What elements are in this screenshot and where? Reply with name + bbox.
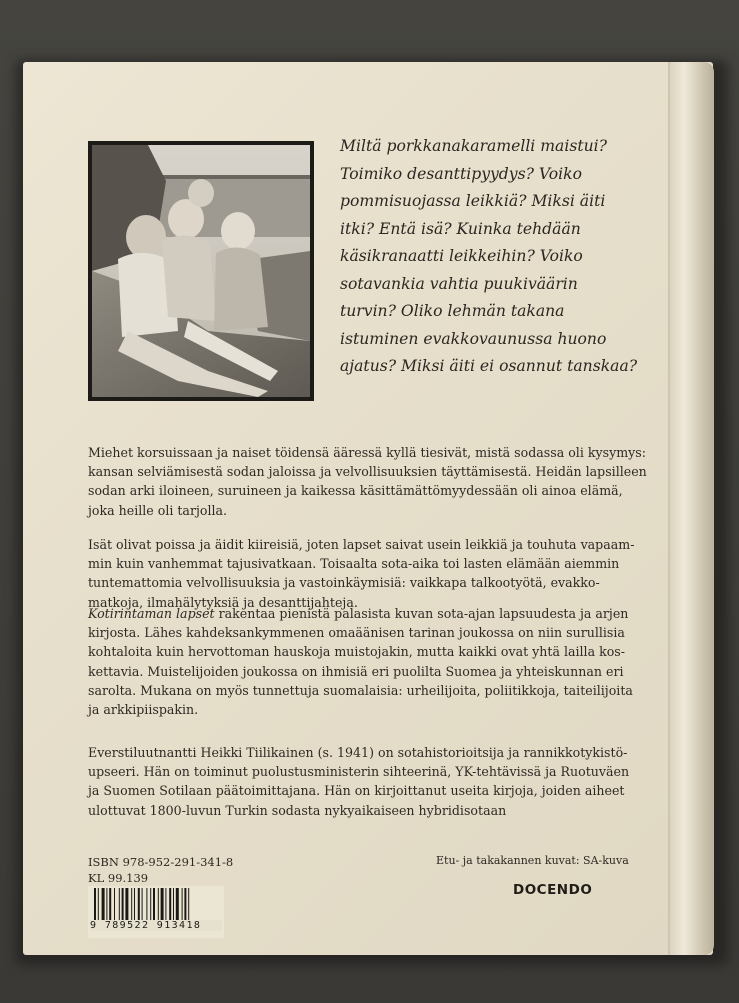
barcode-bar (158, 888, 159, 920)
text-line: min kuin vanhemmat tajusivatkaan. Toisaalta sota-aika toi lasten elämään aiemmin (88, 556, 620, 572)
barcode-bar (114, 888, 115, 920)
text-line: sarolta. Mukana on myös tunnettuja suomalaisia: urheilijoita, poliitikkoja, taiteilijoita (88, 682, 633, 698)
quote-line: ajatus? Miksi äiti ei osannut tanskaa? (340, 357, 638, 375)
quote-line: pommisuojassa leikkiä? Miksi äiti (340, 192, 606, 210)
text-line: Isät olivat poissa ja äidit kiireisiä, joten lapset saivat usein leikkiä ja touhuta vapaam- (88, 537, 635, 552)
quote-block (340, 133, 650, 381)
barcode-bar (138, 888, 140, 920)
quote-line: Toimiko desanttipyydys? Voiko (340, 164, 582, 183)
text-line: ja arkkipiispakin. (88, 702, 199, 718)
barcode-number: 9 789522 913418 (90, 920, 222, 931)
barcode-bar (122, 888, 124, 920)
text-line: matkoja, ilmahälytyksiä ja desanttijahteja. (88, 594, 358, 610)
barcode-bar (134, 888, 135, 920)
barcode-bar (98, 888, 99, 920)
barcode-bar (142, 888, 143, 920)
paragraph-children (88, 535, 648, 612)
quote-line: turvin? Oliko lehmän takana (340, 302, 565, 320)
text-line: joka heille oli tarjolla. (88, 502, 228, 518)
isbn: ISBN 978-952-291-341-8 (88, 855, 234, 869)
text-line: tuntemattomia velvollisuuksia ja vastoinkäymisiä: vaikkapa talkootyötä, evakko- (88, 575, 600, 591)
barcode-bar (176, 888, 179, 920)
barcode-bar (188, 888, 189, 920)
quote-line: sotavankia vahtia puukiväärin (340, 274, 578, 293)
barcode-bar (94, 888, 96, 920)
barcode-bar (119, 888, 120, 920)
barcode-bar (102, 888, 105, 920)
text-line: upseeri. Hän on toiminut puolustusministerin sihteerinä, YK-tehtävissä ja Ruotuväen (88, 764, 630, 780)
barcode-bar (182, 888, 183, 920)
text-line: Everstiluutnantti Heikki Tiilikainen (s. 1941) on sotahistorioitsija ja rannikkotykistö- (88, 745, 628, 760)
barcode-bar (125, 888, 128, 920)
text-line: kirjosta. Lähes kahdeksankymmenen omaäänisen tarinan joukossa on niin surullisia (88, 625, 625, 641)
barcode-bar (184, 888, 186, 920)
barcode-bar (169, 888, 171, 920)
spine-edge (668, 62, 670, 955)
text-line (88, 604, 648, 623)
quote-line: Miltä porkkanakaramelli maistui? (340, 137, 607, 155)
publisher-logo: DOCENDO (513, 882, 593, 898)
barcode-bar (161, 888, 164, 920)
quote-line: käsikranaatti leikkeihin? Voiko (340, 247, 583, 265)
barcode-bar (165, 888, 166, 920)
book-title: Kotirintaman lapset (88, 606, 215, 621)
kl-code: KL 99.139 (88, 871, 149, 885)
barcode-bar (153, 888, 155, 920)
book-spine (668, 62, 714, 955)
paragraph-book (88, 604, 648, 719)
paragraph-author (88, 743, 648, 820)
text-line: kansan selviämisestä sodan jaloissa ja velvollisuuksien täyttämisestä. Heidän lapsilleen (88, 464, 647, 480)
quote-line: istuminen evakkovaunussa huono (340, 329, 607, 348)
text-line: kohtaloita kuin hervottoman hauskoja muistojakin, mutta kaikki ovat yhtä lailla kos- (88, 644, 626, 660)
barcode-bar (131, 888, 132, 920)
text-line: ulottuvat 1800-luvun Turkin sodasta nykyaikaiseen hybridisotaan (88, 802, 507, 818)
barcode-bar (173, 888, 174, 920)
text-line: Miehet korsuissaan ja naiset töidensä ääressä kyllä tiesivät, mistä sodassa oli kysymys: (88, 445, 646, 460)
text-line: kettavia. Muistelijoiden joukossa on ihmisiä eri puolilta Suomea ja yhteiskunnan eri (88, 663, 624, 679)
photo-credit: Etu- ja takakannen kuvat: SA-kuva (436, 854, 629, 867)
quote-line: itki? Entä isä? Kuinka tehdään (340, 219, 581, 238)
cover-photo-children-on-rocks (88, 141, 314, 401)
barcode-bar (150, 888, 151, 920)
text-line: sodan arki iloineen, suruineen ja kaikessa käsittämättömyydessään oli ainoa elämä, (88, 483, 623, 499)
barcode-bar (106, 888, 107, 920)
barcode-bar (109, 888, 111, 920)
text-fragment: rakentaa pienistä palasista kuvan sota-ajan lapsuudesta ja arjen (214, 606, 629, 621)
paragraph-intro (88, 443, 648, 520)
text-line: ja Suomen Sotilaan päätoimittajana. Hän on kirjoittanut useita kirjoja, joiden aiheet (88, 783, 625, 799)
barcode-bar (146, 888, 147, 920)
